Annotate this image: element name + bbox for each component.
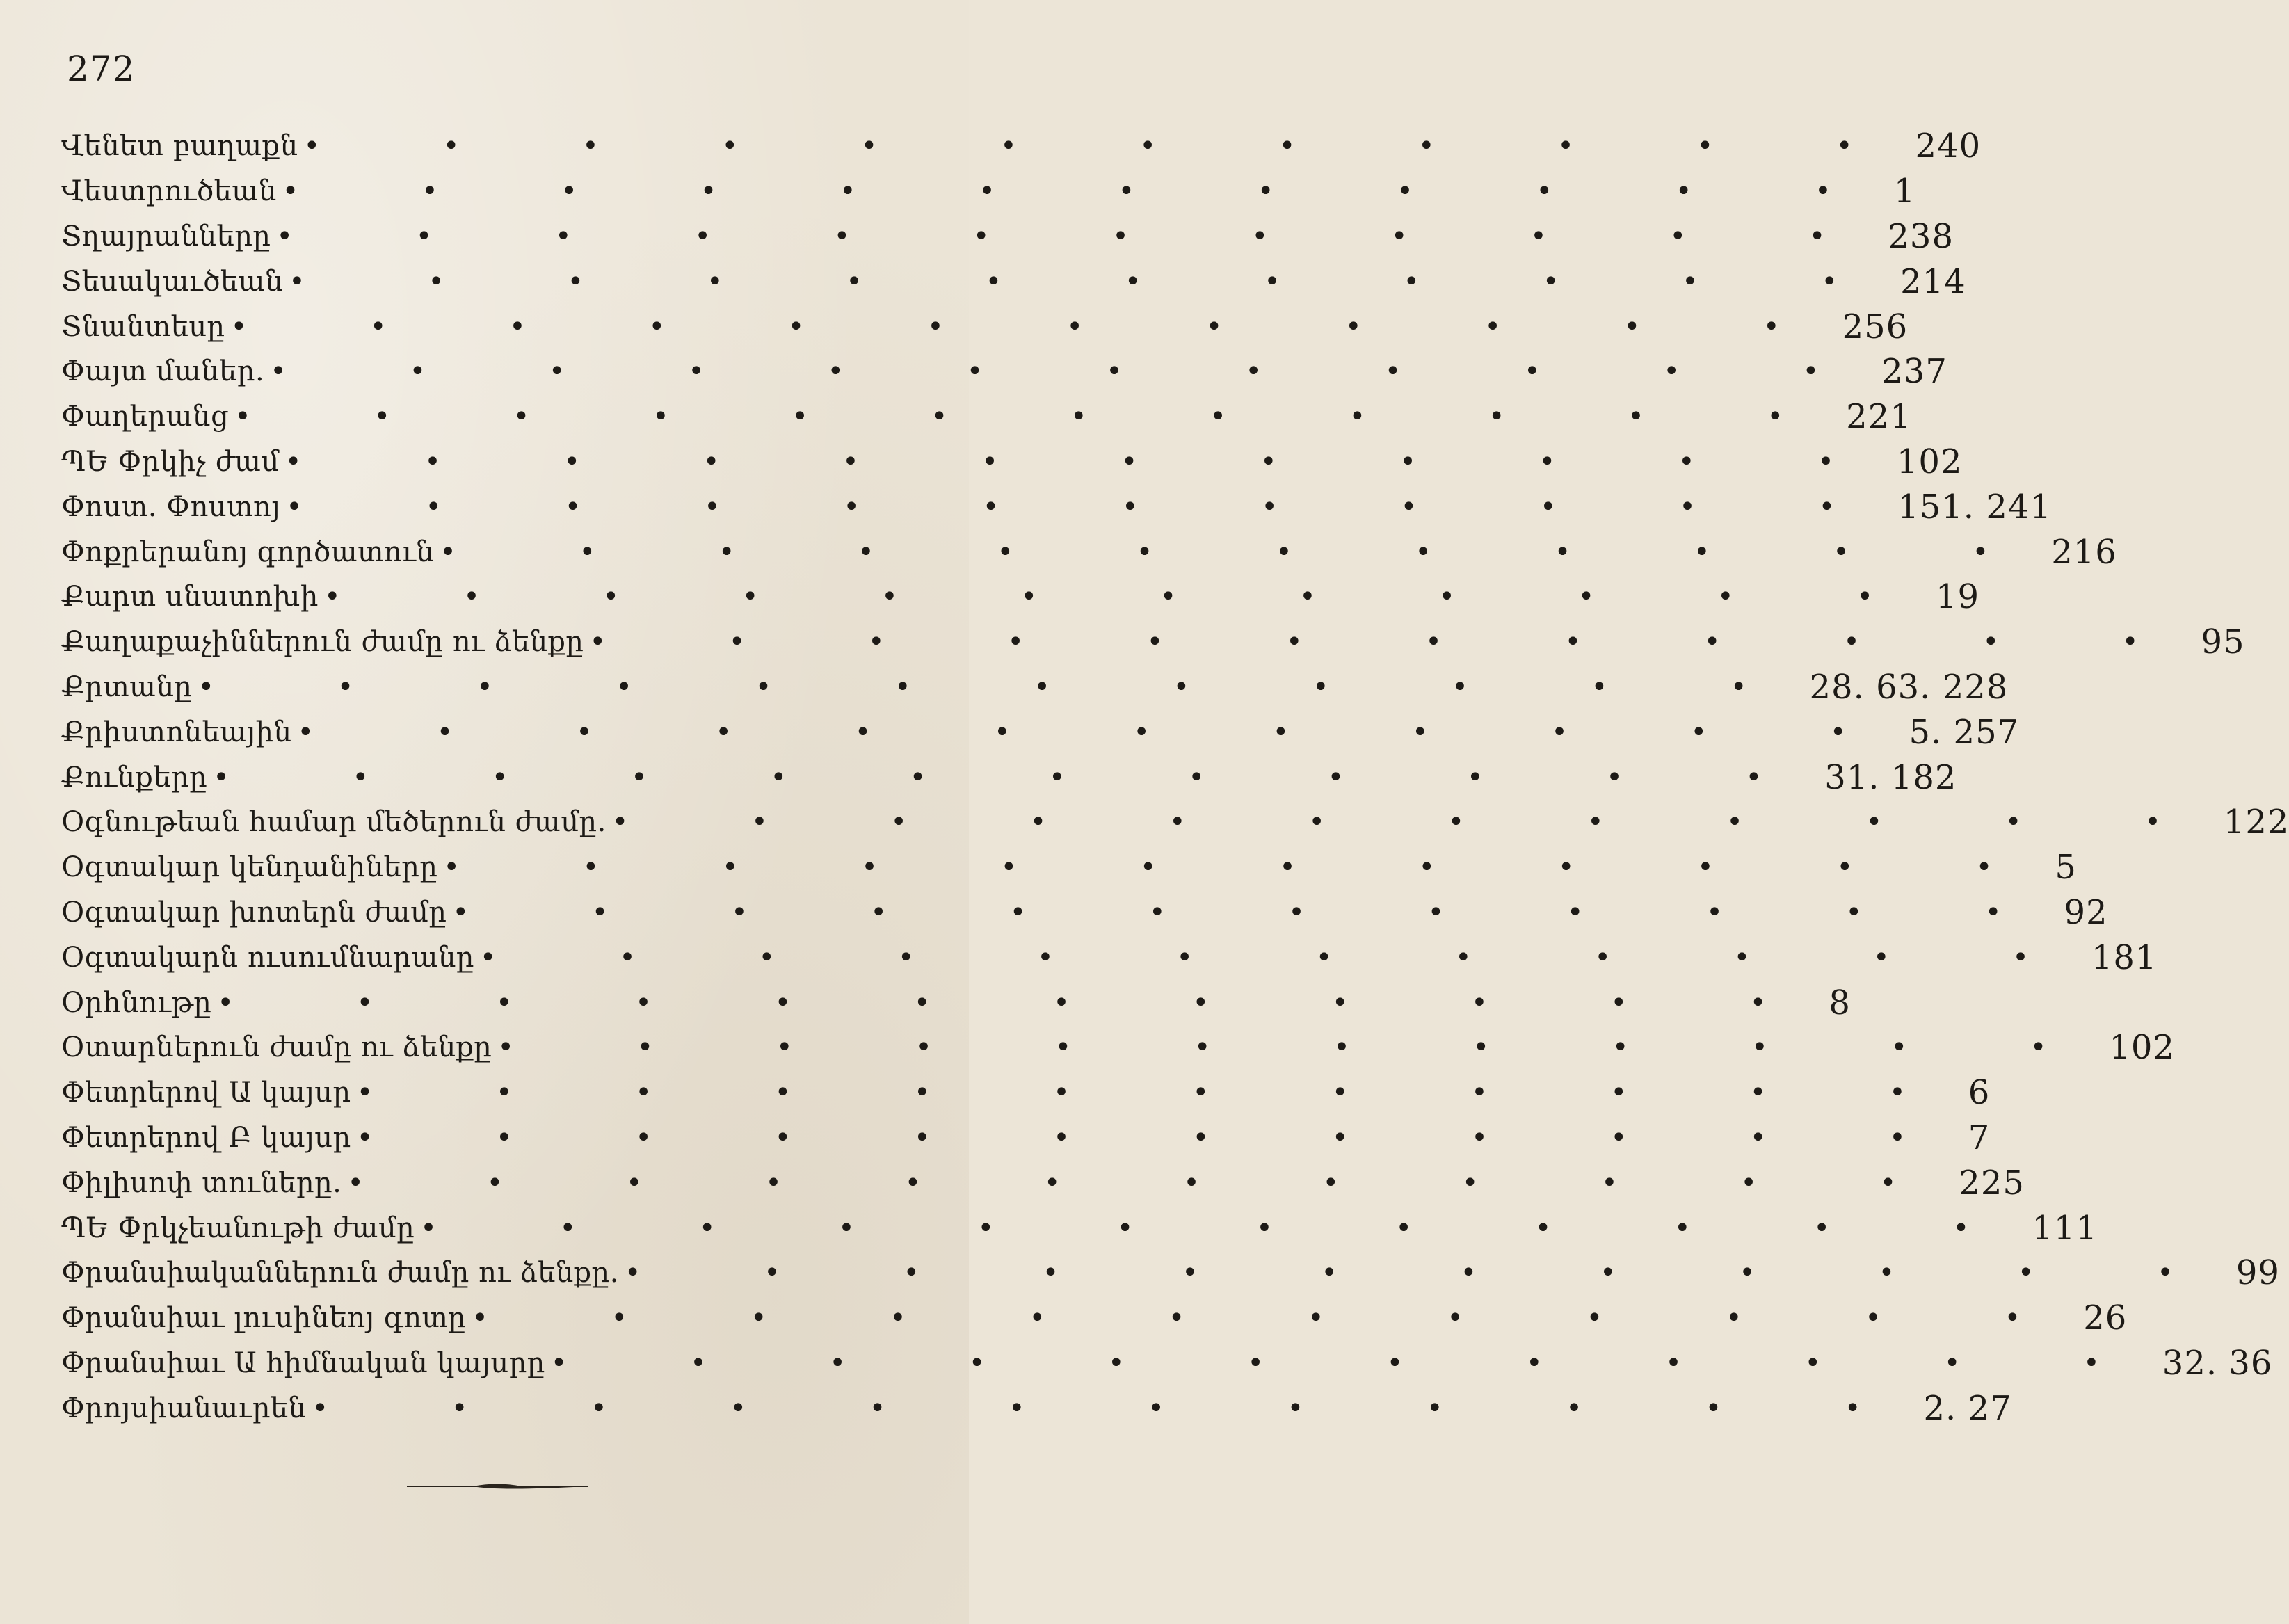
entry-title: Տնանտեսը	[61, 310, 225, 343]
dot-leader: • • • • • • • • • • • •	[356, 1121, 1963, 1154]
index-entry	[61, 620, 2245, 665]
entry-title: Փետրերով Բ կայսր	[61, 1121, 351, 1154]
index-entry	[61, 214, 1954, 259]
entry-page-numbers: 32. 36	[2162, 1343, 2273, 1383]
dot-leader: • • • • • • • • • • • •	[452, 896, 2059, 928]
entry-page-numbers: 216	[2051, 532, 2117, 572]
index-entry	[61, 304, 1909, 349]
entry-title: ՊԵ Փրկիչ ժամ	[61, 445, 280, 478]
entry-page-numbers: 5	[2055, 848, 2077, 887]
index-entry	[61, 484, 2052, 529]
entry-page-numbers: 26	[2083, 1299, 2128, 1338]
entry-title: Փոստ. Փոստոյ	[61, 490, 281, 523]
dot-leader: • • • • • • • • • • • •	[323, 581, 1930, 613]
entry-page-numbers: 122	[2223, 803, 2289, 842]
index-entry	[61, 349, 1947, 394]
index-entry	[61, 1205, 2098, 1251]
entry-page-numbers: 1	[1893, 172, 1916, 211]
entry-title: Վեստրուծեան	[61, 175, 277, 208]
entry-title: Փոքրերանոյ գործատուն	[61, 536, 435, 568]
dot-leader: • • • • • • • • • • • •	[297, 716, 1904, 748]
dot-leader: • • • • • • • • • • • •	[420, 1212, 2027, 1244]
entry-title: Տեսակաւծեան	[61, 265, 284, 298]
index-entry	[61, 1296, 2128, 1341]
entry-title: Փրանսիաւ Ա հիմնական կայսրը	[61, 1346, 545, 1379]
dot-leader: • • • • • • • • • • • •	[198, 670, 1804, 703]
dot-leader: • • • • • • • • • • • •	[276, 220, 1883, 252]
dot-leader: • • • • • • • • • • • •	[479, 941, 2086, 974]
ornament-divider	[407, 1481, 588, 1491]
page-number: 272	[67, 49, 136, 89]
dot-leader: • • • • • • • • • • • •	[443, 851, 2050, 884]
entry-page-numbers: 214	[1900, 262, 1966, 301]
dot-leader: • • • • • • • • • • • •	[213, 761, 1820, 794]
index-entry	[61, 529, 2117, 574]
entry-title: Քարտ սնատոխի	[61, 581, 319, 613]
entry-title: Քաղաքաչիններուն ժամը ու ձենքը	[61, 626, 584, 659]
index-entry	[61, 440, 1963, 485]
entry-page-numbers: 95	[2201, 622, 2245, 662]
index-entry	[61, 755, 1957, 800]
entry-title: Օգտակարն ուսումնարանը	[61, 941, 474, 974]
entry-page-numbers: 2. 27	[1923, 1388, 2012, 1428]
index-entry	[61, 665, 2009, 710]
entry-page-numbers: 6	[1968, 1073, 1991, 1113]
index-entry	[61, 1251, 2280, 1296]
dot-leader: • • • • • • • • • • • •	[347, 1166, 1954, 1199]
dot-leader: • • • • • • • • • • • •	[286, 490, 1893, 523]
index-entry	[61, 935, 2158, 980]
index-entry	[61, 980, 1851, 1025]
index-entry	[61, 800, 2289, 845]
index-list	[61, 124, 2289, 1431]
entry-title: Քրտանը	[61, 670, 193, 703]
index-entry	[61, 259, 1966, 304]
entry-title: Օգտակար կենդանիները	[61, 851, 438, 884]
entry-title: Փետրերով Ա կայսր	[61, 1077, 351, 1109]
index-entry	[61, 1025, 2175, 1070]
entry-page-numbers: 92	[2064, 892, 2108, 932]
entry-title: Օտարներուն ժամը ու ձենքը	[61, 1031, 492, 1064]
entry-page-numbers: 111	[2032, 1208, 2098, 1248]
entry-title: Փրանսիականներուն ժամը ու ձենքը.	[61, 1257, 619, 1289]
dot-leader: • • • • • • • • • • • •	[624, 1257, 2231, 1289]
dot-leader: • • • • • • • • • • • •	[270, 355, 1877, 388]
entry-title: Օգտակար խոտերն ժամը	[61, 896, 447, 928]
entry-page-numbers: 238	[1888, 216, 1954, 256]
entry-page-numbers: 102	[1896, 442, 1963, 481]
entry-title: Քունքերը	[61, 761, 208, 794]
index-entry	[61, 1070, 1991, 1116]
index-entry	[61, 709, 2020, 755]
entry-page-numbers: 99	[2235, 1253, 2280, 1293]
dot-leader: • • • • • • • • • • • •	[589, 626, 2196, 659]
dot-leader: • • • • • • • • • • • •	[312, 1392, 1918, 1424]
index-entry	[61, 1341, 2273, 1386]
index-entry	[61, 124, 1982, 169]
entry-title: Օրհնութը	[61, 986, 212, 1019]
entry-page-numbers: 7	[1968, 1118, 1991, 1157]
dot-leader: • • • • • • • • • • • •	[217, 986, 1824, 1019]
entry-page-numbers: 5. 257	[1909, 712, 2020, 752]
dot-leader: • • • • • • • • • • • •	[230, 310, 1837, 343]
dot-leader: • • • • • • • • • • • •	[440, 536, 2046, 568]
entry-page-numbers: 240	[1915, 127, 1982, 166]
entry-page-numbers: 181	[2091, 938, 2158, 977]
dot-leader: • • • • • • • • • • • •	[497, 1031, 2104, 1064]
entry-page-numbers: 225	[1959, 1163, 2025, 1203]
entry-title: Փաղերանց	[61, 401, 230, 433]
index-entry	[61, 1116, 1991, 1161]
entry-title: Քրիստոնեային	[61, 716, 292, 748]
dot-leader: • • • • • • • • • • • •	[289, 265, 1895, 298]
entry-page-numbers: 19	[1935, 577, 1980, 617]
dot-leader: • • • • • • • • • • • •	[282, 175, 1888, 208]
dot-leader: • • • • • • • • • • • •	[284, 445, 1891, 478]
dot-leader: • • • • • • • • • • • •	[303, 130, 1910, 163]
index-entry	[61, 890, 2108, 935]
dot-leader: • • • • • • • • • • • •	[472, 1302, 2078, 1335]
entry-page-numbers: 221	[1846, 397, 1912, 437]
index-entry	[61, 169, 1916, 214]
dot-leader: • • • • • • • • • • • •	[550, 1346, 2157, 1379]
entry-title: Փայտ մաներ.	[61, 355, 265, 388]
dot-leader: • • • • • • • • • • • •	[356, 1077, 1963, 1109]
entry-title: Փրանսիաւ լուսինեոյ գոտը	[61, 1302, 467, 1335]
entry-page-numbers: 28. 63. 228	[1809, 667, 2009, 707]
entry-title: Փրոյսիանաւրեն	[61, 1392, 307, 1424]
dot-leader: • • • • • • • • • • • •	[234, 401, 1841, 433]
entry-page-numbers: 237	[1881, 352, 1947, 392]
index-entry	[61, 1160, 2025, 1205]
index-entry	[61, 845, 2077, 890]
entry-title: Վենետ բաղաքն	[61, 130, 298, 163]
entry-page-numbers: 31. 182	[1824, 757, 1957, 797]
entry-title: Օգնութեան համար մեծերուն ժամը.	[61, 806, 607, 839]
entry-page-numbers: 8	[1829, 983, 1851, 1022]
index-entry	[61, 574, 1980, 620]
dot-leader: • • • • • • • • • • • •	[611, 806, 2218, 839]
entry-page-numbers: 256	[1842, 307, 1909, 346]
entry-title: Տղայրանները	[61, 220, 271, 252]
entry-page-numbers: 102	[2109, 1028, 2175, 1068]
index-entry	[61, 394, 1912, 440]
index-entry	[61, 1385, 2012, 1431]
entry-title: ՊԵ Փրկչեանութի ժամը	[61, 1212, 415, 1244]
entry-title: Փիլիսոփ տուները.	[61, 1166, 342, 1199]
entry-page-numbers: 151. 241	[1897, 487, 2052, 526]
